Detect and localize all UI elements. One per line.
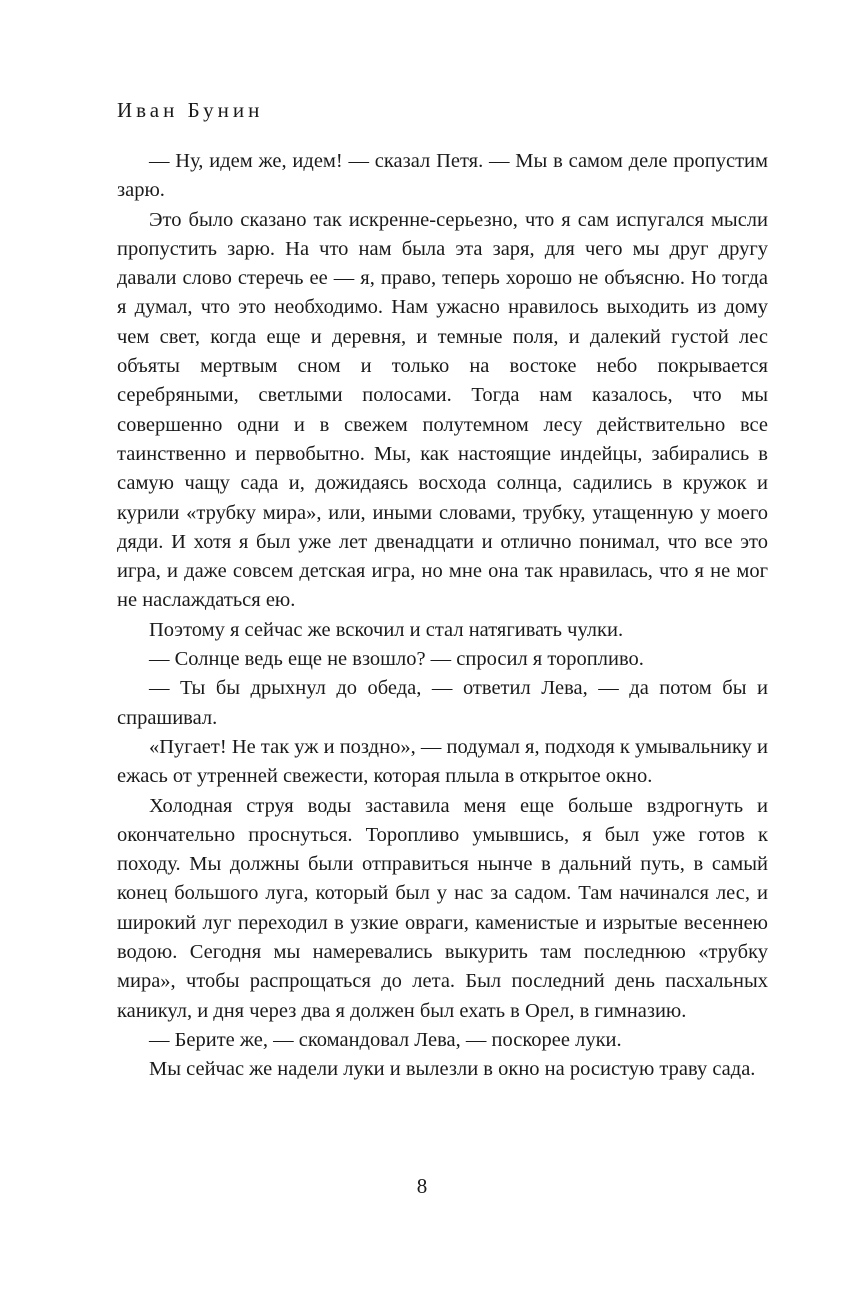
paragraph: Поэтому я сейчас же вскочил и стал натягивать чулки. [149,618,624,641]
paragraph: «Пугает! Не так уж и поздно», — подумал я, подходя к умывальнику и ежась от утренней свежести, которая плыла в открытое окно. [117,735,768,788]
paragraph: Холодная струя воды заставила меня еще больше вздрогнуть и окончательно проснуться. Торопливо умывшись, я был уже готов к походу. Мы должны были отправиться нынче в дальний путь, в самый конец большого луга, который был у нас за садом. Там начинался лес, и широкий луг переходил в узкие овраги, каменистые и изрытые весеннею водою. Сегодня мы намеревались выкурить там последнюю «трубку мира», чтобы распрощаться до лета. Был последний день пасхальных каникул, и дня через два я должен был ехать в Орел, в гимназию. [117,794,768,1022]
paragraph: Это было сказано так искренне-серьезно, что я сам испугался мысли пропустить зарю. На что нам была эта заря, для чего мы друг другу давали слово стеречь ее — я, право, теперь хорошо не объясню. Но тогда я думал, что это необходимо. Нам ужасно нравилось выходить из дому чем свет, когда еще и деревня, и темные поля, и далекий густой лес объяты мертвым сном и только на востоке небо покрывается серебряными, светлыми полосами. Тогда нам казалось, что мы совершенно одни и в свежем полутемном лесу действительно все таинственно и первобытно. Мы, как настоящие индейцы, забирались в самую чащу сада и, дожидаясь восхода солнца, садились в кружок и курили «трубку мира», или, иными словами, трубку, утащенную у моего дяди. И хотя я был уже лет двенадцати и отлично понимал, что все это игра, и даже совсем детская игра, но мне она так нравилась, что я не мог не наслаждаться ею. [117,208,768,612]
paragraph: — Солнце ведь еще не взошло? — спросил я торопливо. [149,648,644,671]
page-number: 8 [416,1174,428,1198]
body-text [117,147,768,1085]
running-head-author: Иван Бунин [117,98,264,122]
paragraph: — Берите же, — скомандовал Лева, — поскорее луки. [149,1028,622,1051]
paragraph: — Ты бы дрыхнул до обеда, — ответил Лева, — да потом бы и спрашивал. [117,677,768,729]
paragraph: Мы сейчас же надели луки и вылезли в окно на росистую траву сада. [149,1058,756,1081]
paragraph: — Ну, идем же, идем! — сказал Петя. — Мы в самом деле пропустим зарю. [117,150,768,202]
